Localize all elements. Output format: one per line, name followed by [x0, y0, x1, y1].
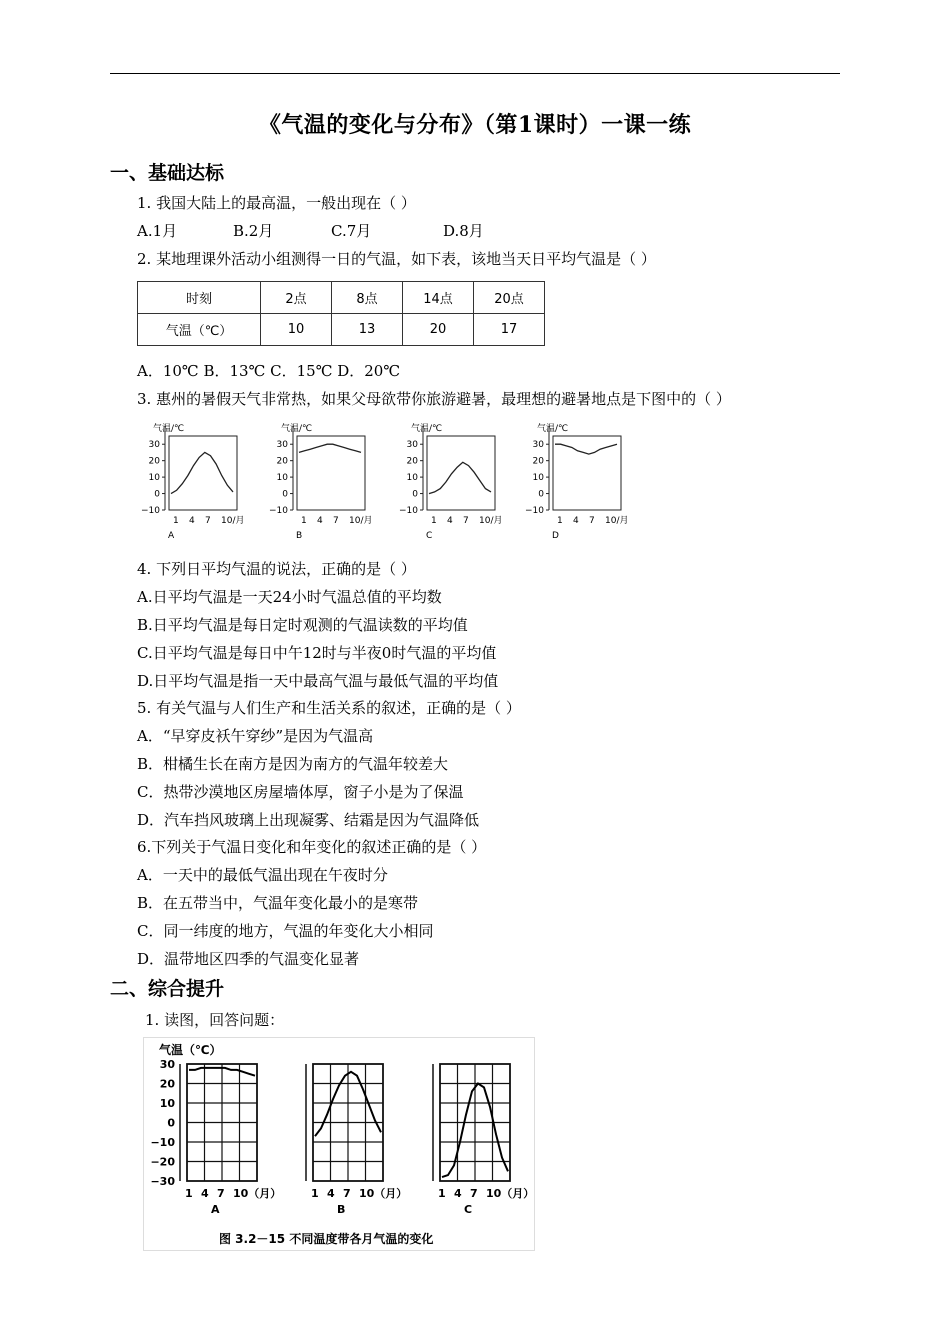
temperature-curve [171, 452, 233, 493]
y-tick-label: 30 [148, 440, 160, 451]
y-tick-label: 20 [159, 1077, 175, 1091]
y-tick-label: −20 [150, 1155, 175, 1169]
q1-option-a: A.1月 [137, 222, 178, 240]
q4-stem: 4. 下列日平均气温的说法，正确的是（ ） [137, 560, 416, 578]
y-tick-label: 10 [159, 1097, 175, 1110]
q1-option-d: D.8月 [443, 222, 484, 240]
y-tick-label: 0 [412, 489, 418, 500]
x-tick-label: 7 [217, 1187, 225, 1200]
x-tick-label: 1 [438, 1187, 446, 1200]
plot-frame [297, 436, 365, 510]
x-tick-label: 10（月） [233, 1187, 282, 1200]
x-tick-label: 4 [573, 516, 579, 526]
x-tick-label: 10/月 [605, 516, 629, 526]
q4-option-d: D.日平均气温是指一天中最高气温与最低气温的平均值 [137, 672, 499, 690]
table-row [138, 314, 545, 346]
panel-label: A [168, 531, 175, 541]
q2-stem: 2. 某地理课外活动小组测得一日的气温，如下表，该地当天日平均气温是（ ） [137, 250, 656, 268]
y-tick-label: 10 [406, 473, 418, 484]
section-heading-2: 二、综合提升 [110, 978, 225, 1000]
x-tick-label: 10（月） [486, 1187, 535, 1200]
y-axis-label: 气温/℃ [153, 424, 185, 434]
q3-climate-charts-figure [135, 418, 645, 552]
y-tick-label: 20 [406, 456, 418, 467]
table-row [138, 282, 545, 314]
y-tick-label: 20 [276, 456, 288, 467]
q3-stem: 3. 惠州的暑假天气非常热，如果父母欲带你旅游避暑，最理想的避暑地点是下图中的（ ） [137, 390, 731, 408]
y-tick-label: 30 [159, 1058, 175, 1071]
panel-label: B [296, 531, 303, 541]
x-tick-label: 1 [431, 516, 437, 526]
table-cell: 气温（℃） [138, 314, 261, 346]
x-tick-label: 7 [463, 516, 469, 526]
y-axis-label: 气温/℃ [411, 424, 443, 434]
y-tick-label: −10 [399, 506, 418, 516]
q6-option-a: A．一天中的最低气温出现在午夜时分 [137, 866, 388, 884]
panel-label: C [426, 531, 433, 541]
y-tick-label: 30 [276, 440, 288, 451]
panel-label: B [337, 1203, 346, 1216]
x-tick-label: 10/月 [221, 516, 245, 526]
y-axis-label: 气温/℃ [281, 424, 313, 434]
q6-option-c: C．同一纬度的地方，气温的年变化大小相同 [137, 922, 434, 940]
table-cell: 20 [403, 314, 474, 346]
y-tick-label: −10 [269, 506, 288, 516]
table-cell: 17 [474, 314, 545, 346]
x-tick-label: 1 [185, 1187, 193, 1200]
y-axis-label: 气温/℃ [537, 424, 569, 434]
q6-stem: 6.下列关于气温日变化和年变化的叙述正确的是（ ） [137, 838, 487, 856]
header-rule [110, 73, 840, 74]
x-tick-label: 1 [301, 516, 307, 526]
q2-options: A．10℃ B．13℃ C．15℃ D．20℃ [137, 362, 401, 380]
y-tick-label: 30 [406, 440, 418, 451]
q4-option-a: A.日平均气温是一天24小时气温总值的平均数 [137, 588, 442, 606]
x-tick-label: 4 [454, 1187, 462, 1200]
x-tick-label: 10/月 [349, 516, 373, 526]
q5-option-d: D．汽车挡风玻璃上出现凝雾、结霜是因为气温降低 [137, 811, 480, 829]
q4-option-c: C.日平均气温是每日中午12时与半夜0时气温的平均值 [137, 644, 497, 662]
y-tick-label: −10 [150, 1136, 175, 1149]
section-heading-1: 一、基础达标 [110, 162, 225, 184]
q1-stem: 1. 我国大陆上的最高温，一般出现在（ ） [137, 194, 416, 212]
x-tick-label: 4 [447, 516, 453, 526]
y-tick-label: 10 [276, 473, 288, 484]
s2-q1-stem: 1. 读图，回答问题： [145, 1011, 285, 1029]
q1-option-c: C.7月 [331, 222, 372, 240]
y-tick-label: 0 [282, 489, 288, 500]
q6-option-b: B．在五带当中，气温年变化最小的是寒带 [137, 894, 419, 912]
table-cell: 10 [261, 314, 332, 346]
temperature-curve [555, 444, 617, 454]
panel-label: C [464, 1203, 473, 1216]
plot-frame [427, 436, 495, 510]
page-title: 《气温的变化与分布》（第1课时）一课一练 [258, 112, 692, 138]
temperature-curve [429, 462, 491, 493]
figure-border [144, 1038, 535, 1251]
q1-options [137, 221, 484, 241]
x-tick-label: 7 [205, 516, 211, 526]
table-cell: 8点 [332, 282, 403, 314]
q5-option-b: B．柑橘生长在南方是因为南方的气温年较差大 [137, 755, 449, 773]
panel-label: A [211, 1203, 220, 1216]
temperature-zones-figure [143, 1037, 535, 1251]
y-tick-label: −10 [525, 506, 544, 516]
q1-option-b: B.2月 [233, 222, 274, 240]
q5-stem: 5. 有关气温与人们生产和生活关系的叙述，正确的是（ ） [137, 699, 521, 717]
table-cell: 14点 [403, 282, 474, 314]
y-tick-label: 30 [532, 440, 544, 451]
plot-frame [169, 436, 237, 510]
x-tick-label: 4 [327, 1187, 335, 1200]
plot-frame [553, 436, 621, 510]
x-tick-label: 4 [189, 516, 195, 526]
x-tick-label: 1 [557, 516, 563, 526]
x-tick-label: 7 [343, 1187, 351, 1200]
y-axis-label: 气温（℃） [159, 1043, 222, 1057]
y-tick-label: −10 [141, 506, 160, 516]
q4-option-b: B.日平均气温是每日定时观测的气温读数的平均值 [137, 616, 468, 634]
figure-caption: 图 3.2－15 不同温度带各月气温的变化 [219, 1232, 434, 1246]
table-cell: 13 [332, 314, 403, 346]
q6-option-d: D．温带地区四季的气温变化显著 [137, 950, 360, 968]
table-cell: 2点 [261, 282, 332, 314]
y-tick-label: 20 [148, 456, 160, 467]
temperature-table [137, 281, 545, 346]
x-tick-label: 7 [589, 516, 595, 526]
x-tick-label: 1 [173, 516, 179, 526]
x-tick-label: 4 [317, 516, 323, 526]
table-cell: 时刻 [138, 282, 261, 314]
q5-option-a: A．“早穿皮袄午穿纱”是因为气温高 [137, 727, 374, 745]
q5-option-c: C．热带沙漠地区房屋墙体厚，窗子小是为了保温 [137, 783, 464, 801]
temperature-curve [299, 444, 361, 452]
y-tick-label: 0 [154, 489, 160, 500]
x-tick-label: 4 [201, 1187, 209, 1200]
x-tick-label: 10（月） [359, 1187, 408, 1200]
y-tick-label: 10 [532, 473, 544, 484]
y-tick-label: 0 [167, 1116, 175, 1130]
x-tick-label: 7 [333, 516, 339, 526]
x-tick-label: 10/月 [479, 516, 503, 526]
table-cell: 20点 [474, 282, 545, 314]
y-tick-label: 0 [538, 489, 544, 500]
x-tick-label: 7 [470, 1187, 478, 1200]
panel-label: D [552, 531, 559, 541]
y-tick-label: 10 [148, 473, 160, 484]
y-tick-label: 20 [532, 456, 544, 467]
y-tick-label: −30 [150, 1175, 175, 1188]
x-tick-label: 1 [311, 1187, 319, 1200]
